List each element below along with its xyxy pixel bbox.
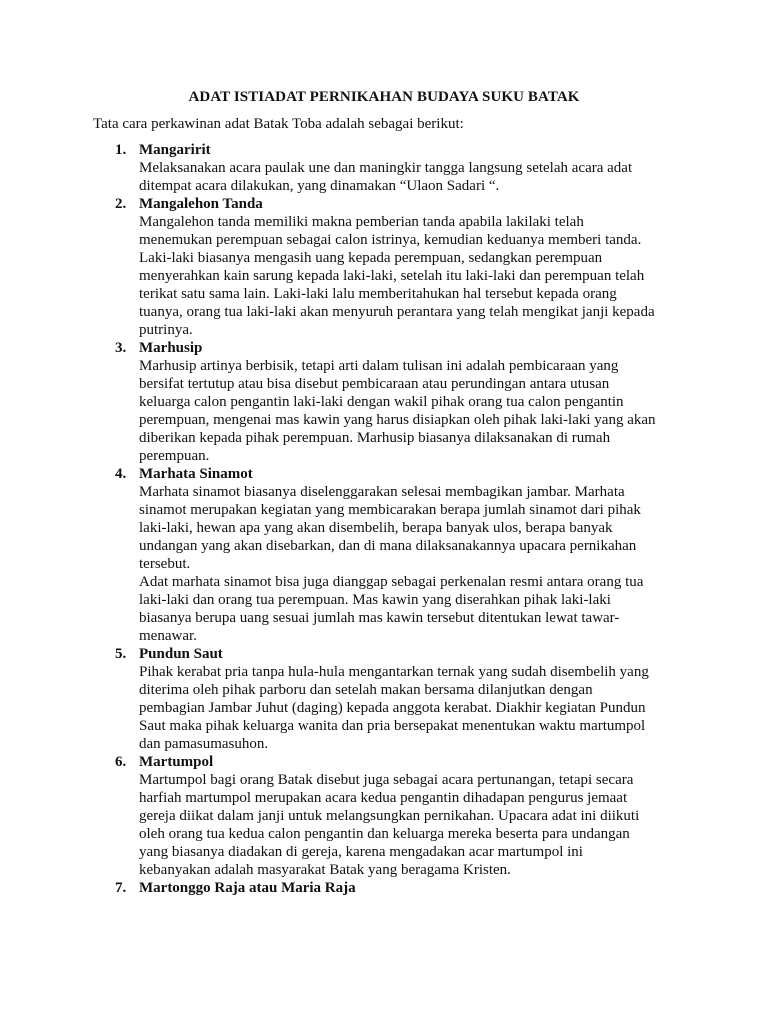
list-item xyxy=(0,195,679,339)
list-item-number: 1. xyxy=(115,142,127,158)
list-item-number: 4. xyxy=(115,466,127,482)
list-item-text-line: Melaksanakan acara paulak une dan maningkir tangga langsung setelah acara adat xyxy=(139,160,633,176)
list-item-number: 3. xyxy=(115,340,127,356)
list-item-heading: Mangaririt xyxy=(139,142,211,158)
list-item-heading: Marhusip xyxy=(139,340,203,356)
list-item-text-line: yang biasanya diadakan di gereja, karena mengadakan acar martumpol ini xyxy=(139,844,583,860)
list-item-heading: Mangalehon Tanda xyxy=(139,196,263,212)
list-item-text-line: gereja diikat dalam janji untuk melangsungkan pernikahan. Upacara adat ini diikuti xyxy=(139,808,640,824)
list-item-text-line: Pihak kerabat pria tanpa hula-hula mengantarkan ternak yang sudah disembelih yang xyxy=(139,664,649,680)
list-item-text-line: Adat marhata sinamot bisa juga dianggap sebagai perkenalan resmi antara orang tua xyxy=(139,574,644,590)
list-item-text-line: kebanyakan adalah masyarakat Batak yang beragama Kristen. xyxy=(139,862,511,878)
list-item-text-line: terikat satu sama lain. Laki-laki lalu memberitahukan hal tersebut kepada orang xyxy=(139,286,617,302)
list-item-text-line: bersifat tertutup atau bisa disebut pembicaraan atau perundingan antara utusan xyxy=(139,376,610,392)
list-item xyxy=(0,141,679,195)
list-item-text-line: tersebut. xyxy=(139,556,191,572)
list-item-text-line: harfiah martumpol merupakan acara kedua pengantin dihadapan pengurus jemaat xyxy=(139,790,628,806)
list-item-text-line: biasanya berupa uang sesuai jumlah mas kawin tersebut ditentukan lewat tawar- xyxy=(139,610,620,626)
list-item-text-line: Martumpol bagi orang Batak disebut juga sebagai acara pertunangan, tetapi secara xyxy=(139,772,634,788)
list-item-text-line: menawar. xyxy=(139,628,197,644)
list-item-text-line: laki-laki, hewan apa yang akan disembelih, berapa banyak ulos, berapa banyak xyxy=(139,520,613,536)
list-item-text-line: perempuan, mengenai mas kawin yang harus disiapkan oleh pihak laki-laki yang akan xyxy=(139,412,656,428)
list-item-text-line: perempuan. xyxy=(139,448,210,464)
list-item-heading: Marhata Sinamot xyxy=(139,466,253,482)
list-item-text-line: undangan yang akan disebarkan, dan di mana dilaksanakannya upacara pernikahan xyxy=(139,538,637,554)
list-item-text-line: keluarga calon pengantin laki-laki dengan wakil pihak orang tua calon pengantin xyxy=(139,394,624,410)
list-item xyxy=(0,465,679,645)
list-item-text-line: Laki-laki biasanya mengasih uang kepada perempuan, sedangkan perempuan xyxy=(139,250,603,266)
list-item-text-line: dan pamasumasuhon. xyxy=(139,736,269,752)
list-item-number: 7. xyxy=(115,880,127,896)
numbered-list xyxy=(0,141,768,897)
list-item xyxy=(0,645,679,753)
list-item-heading: Martonggo Raja atau Maria Raja xyxy=(139,880,356,896)
list-item-text-line: menyerahkan kain sarung kepada laki-laki, setelah itu laki-laki dan perempuan telah xyxy=(139,268,645,284)
list-item-text-line: diterima oleh pihak parboru dan setelah makan bersama dilanjutkan dengan xyxy=(139,682,593,698)
list-item-text-line: Marhata sinamot biasanya diselenggarakan selesai membagikan jambar. Marhata xyxy=(139,484,625,500)
list-item-text-line: ditempat acara dilakukan, yang dinamakan “Ulaon Sadari “. xyxy=(139,178,500,194)
list-item-text-line: oleh orang tua kedua calon pengantin dan keluarga mereka beserta para undangan xyxy=(139,826,630,842)
list-item-text-line: laki-laki dan orang tua perempuan. Mas kawin yang diserahkan pihak laki-laki xyxy=(139,592,611,608)
list-item-text-line: diberikan kepada pihak perempuan. Marhusip biasanya dilaksanakan di rumah xyxy=(139,430,611,446)
list-item xyxy=(0,339,679,465)
list-item-text-line: menemukan perempuan sebagai calon istrinya, kemudian keduanya memberi tanda. xyxy=(139,232,642,248)
list-item-number: 6. xyxy=(115,754,127,770)
list-item-text-line: sinamot merupakan kegiatan yang membicarakan berapa jumlah sinamot dari pihak xyxy=(139,502,641,518)
list-item-text-line: Mangalehon tanda memiliki makna pemberian tanda apabila lakilaki telah xyxy=(139,214,584,230)
list-item-text-line: Marhusip artinya berbisik, tetapi arti dalam tulisan ini adalah pembicaraan yang xyxy=(139,358,619,374)
intro-paragraph: Tata cara perkawinan adat Batak Toba adalah sebagai berikut: xyxy=(93,116,464,132)
list-item-number: 2. xyxy=(115,196,127,212)
list-item-heading: Martumpol xyxy=(139,754,214,770)
list-item-text-line: putrinya. xyxy=(139,322,193,338)
document-title: ADAT ISTIADAT PERNIKAHAN BUDAYA SUKU BATAK xyxy=(188,89,580,105)
list-item-text-line: pembagian Jambar Juhut (daging) kepada anggota kerabat. Diakhir kegiatan Pundun xyxy=(139,700,646,716)
list-item xyxy=(0,753,679,879)
list-item-text-line: tuanya, orang tua laki-laki akan menyuruh perantara yang telah mengikat janji kepada xyxy=(139,304,655,320)
list-item-number: 5. xyxy=(115,646,127,662)
list-item-text-line: Saut maka pihak keluarga wanita dan pria bersepakat menentukan waktu martumpol xyxy=(139,718,646,734)
list-item xyxy=(0,879,679,897)
list-item-heading: Pundun Saut xyxy=(139,646,223,662)
